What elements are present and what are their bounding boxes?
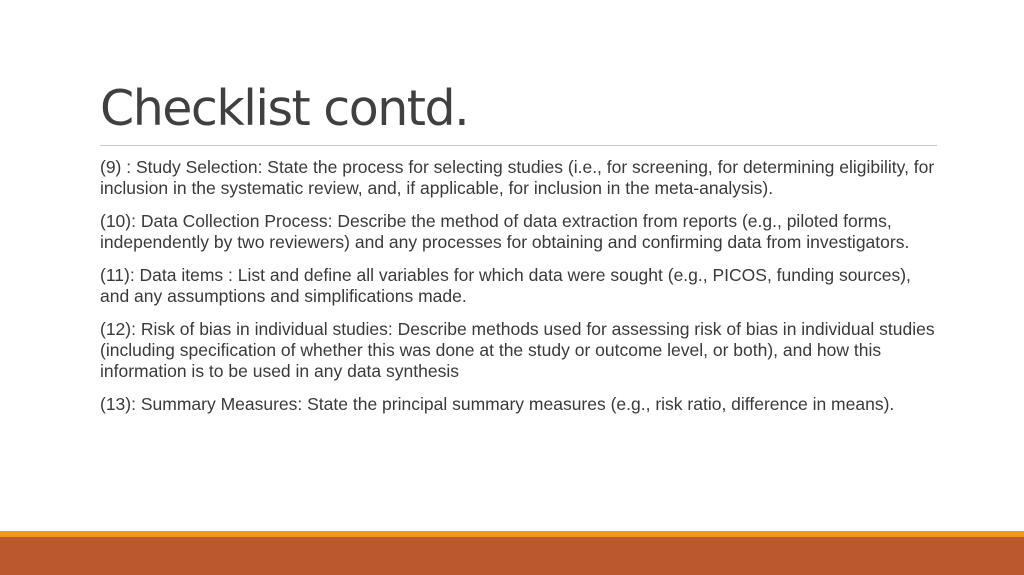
checklist-item: (9) : Study Selection: State the process for selecting studies (i.e., for screening, for determining eligibility, for inclusion in the systematic review, and, if applicable, for inclusion in the meta-analysis). — [100, 157, 935, 198]
title-divider — [100, 145, 937, 146]
checklist-item: (12): Risk of bias in individual studies: Describe methods used for assessing risk of bias in individual studies (including specification of whether this was done at the study or outcome level, or both), and how this information is to be used in any data synthesis — [100, 319, 935, 381]
checklist-item: (13): Summary Measures: State the principal summary measures (e.g., risk ratio, difference in means). — [100, 394, 895, 414]
checklist-item: (11): Data items : List and define all variables for which data were sought (e.g., PICOS, funding sources), and any assumptions and simplifications made. — [100, 265, 911, 306]
slide-title: Checklist contd. — [100, 80, 469, 137]
checklist-item: (10): Data Collection Process: Describe the method of data extraction from reports (e.g., piloted forms, independently by two reviewers) and any processes for obtaining and confirming data from investigators. — [100, 211, 910, 252]
footer-band — [0, 537, 1024, 575]
slide-body — [100, 157, 938, 427]
